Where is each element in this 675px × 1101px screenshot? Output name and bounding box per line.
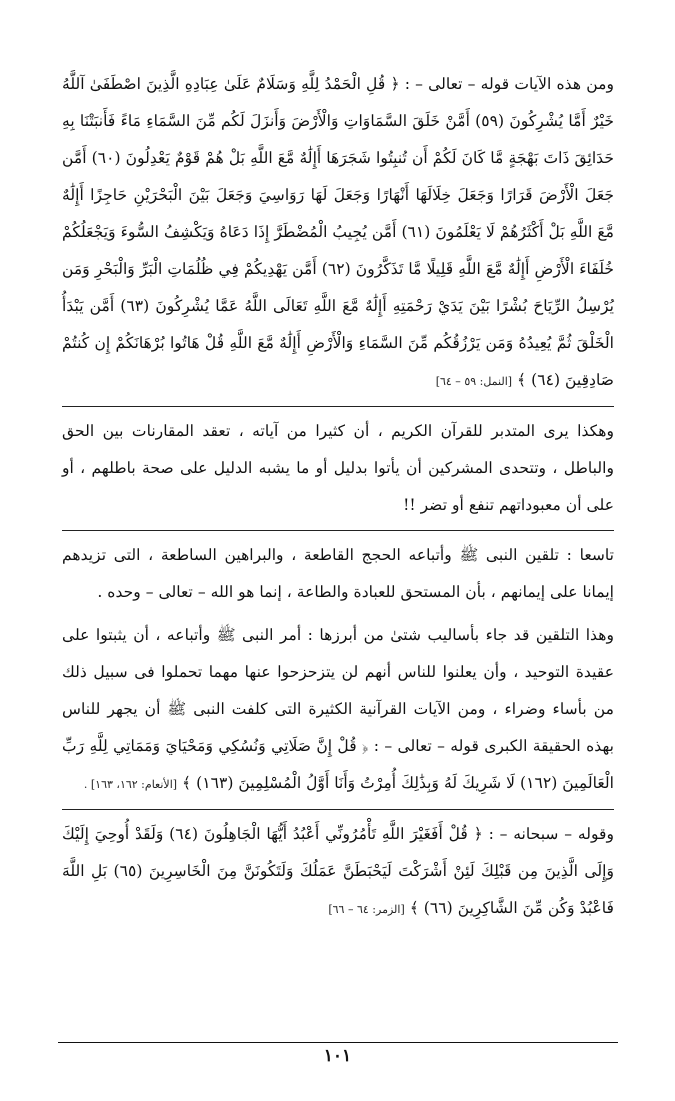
paragraph-naml-verses (62, 66, 614, 400)
section-divider (62, 530, 614, 531)
section-divider (62, 406, 614, 407)
paragraph-comparison: وهكذا يرى المتدبر للقرآن الكريم ، أن كثيرا من آياته ، تعقد المقارنات بين الحق والباطل ، وتتحدى المشركين أن يأتوا بدليل أو ما يشبه الدليل على صحة باطلهم ، أو على أن معبوداتهم تنفع أو تضر !! (62, 422, 614, 514)
quran-verses-zumar: ﴿ قُلْ أَفَغَيْرَ اللَّهِ تَأْمُرُونِّي أَعْبُدُ أَيُّهَا الْجَاهِلُونَ (٦٤) وَلَقَدْ أُوحِيَ إِلَيْكَ وَإِلَى الَّذِينَ مِن قَبْلِكَ لَئِنْ أَشْرَكْتَ لَيَحْبَطَنَّ عَمَلُكَ وَلَتَكُونَنَّ مِنَ الْخَاسِرِينَ (٦٥) بَلِ اللَّهَ فَاعْبُدْ وَكُن مِّنَ الشَّاكِرِينَ (٦٦) ﴾ (62, 825, 614, 917)
paragraph-instruction (62, 617, 614, 803)
page-number: ١٠١ (323, 1046, 352, 1066)
citation-anam: [الأنعام: ١٦٢، ١٦٣] . (83, 778, 178, 791)
citation-zumar: [الزمر: ٦٤ – ٦٦] (328, 903, 405, 916)
quran-verses-naml: ﴿ قُلِ الْحَمْدُ لِلَّهِ وَسَلَامٌ عَلَىٰ عِبَادِهِ الَّذِينَ اصْطَفَىٰ آللَّهُ خَيْرٌ أَمَّا يُشْرِكُونَ (٥٩) أَمَّنْ خَلَقَ السَّمَاوَاتِ وَالْأَرْضَ وَأَنزَلَ لَكُم مِّنَ السَّمَاءِ مَاءً فَأَنبَتْنَا بِهِ حَدَائِقَ ذَاتَ بَهْجَةٍ مَّا كَانَ لَكُمْ أَن تُنبِتُوا شَجَرَهَا أَإِلَٰهٌ مَّعَ اللَّهِ بَلْ هُمْ قَوْمٌ يَعْدِلُونَ (٦٠) أَمَّن جَعَلَ الْأَرْضَ قَرَارًا وَجَعَلَ خِلَالَهَا أَنْهَارًا وَجَعَلَ لَهَا رَوَاسِيَ وَجَعَلَ بَيْنَ الْبَحْرَيْنِ حَاجِزًا أَإِلَٰهٌ مَّعَ اللَّهِ بَلْ أَكْثَرُهُمْ لَا يَعْلَمُونَ (٦١) أَمَّن يُجِيبُ الْمُضْطَرَّ إِذَا دَعَاهُ وَيَكْشِفُ السُّوءَ وَيَجْعَلُكُمْ خُلَفَاءَ الْأَرْضِ أَإِلَٰهٌ مَّعَ اللَّهِ قَلِيلًا مَّا تَذَكَّرُونَ (٦٢) أَمَّن يَهْدِيكُمْ فِي ظُلُمَاتِ الْبَرِّ وَالْبَحْرِ وَمَن يُرْسِلُ الرِّيَاحَ بُشْرًا بَيْنَ يَدَيْ رَحْمَتِهِ أَإِلَٰهٌ مَّعَ اللَّهِ تَعَالَى اللَّهُ عَمَّا يُشْرِكُونَ (٦٣) أَمَّن يَبْدَأُ الْخَلْقَ ثُمَّ يُعِيدُهُ وَمَن يَرْزُقُكُم مِّنَ السَّمَاءِ وَالْأَرْضِ أَإِلَٰهٌ مَّعَ اللَّهِ قُلْ هَاتُوا بُرْهَانَكُمْ إِن كُنتُمْ صَادِقِينَ (٦٤) ﴾ (62, 75, 614, 389)
intro-text: ومن هذه الآيات قوله – تعالى – : (404, 75, 614, 93)
paragraph-ninth-point: تاسعا : تلقين النبى ﷺ وأتباعه الحجج القاطعة ، والبراهين الساطعة ، التى تزيدهم إيمانا على إيمانهم ، بأن المستحق للعبادة والطاعة ، إنما هو الله – تعالى – وحده . (62, 546, 614, 601)
intro-text: وقوله – سبحانه – : (488, 825, 614, 843)
quran-verses-anam: ﴿ قُلْ إِنَّ صَلَاتِي وَنُسُكِي وَمَحْيَايَ وَمَمَاتِي لِلَّهِ رَبِّ الْعَالَمِينَ (١٦٢) لَا شَرِيكَ لَهُ وَبِذَٰلِكَ أُمِرْتُ وَأَنَا أَوَّلُ الْمُسْلِمِينَ (١٦٣) ﴾ (62, 737, 614, 792)
instruction-text: وهذا التلقين قد جاء بأساليب شتىٰ من أبرزها : أمر النبى ﷺ وأتباعه ، أن يثبتوا على عقيدة التوحيد ، وأن يعلنوا للناس أنهم لن يتزحزحوا عنها مهما تحملوا فى سبيل ذلك من بأساء وضراء ، ومن الآيات القرآنية الكثيرة التى كلفت النبى ﷺ أن يجهر للناس بهذه الحقيقة الكبرى قوله – تعالى – : (62, 626, 614, 755)
paragraph-zumar-verses (62, 816, 614, 928)
section-divider (62, 809, 614, 810)
page-body (62, 66, 614, 928)
citation-naml: [النمل: ٥٩ – ٦٤] (435, 375, 513, 388)
footer-rule (58, 1042, 618, 1043)
